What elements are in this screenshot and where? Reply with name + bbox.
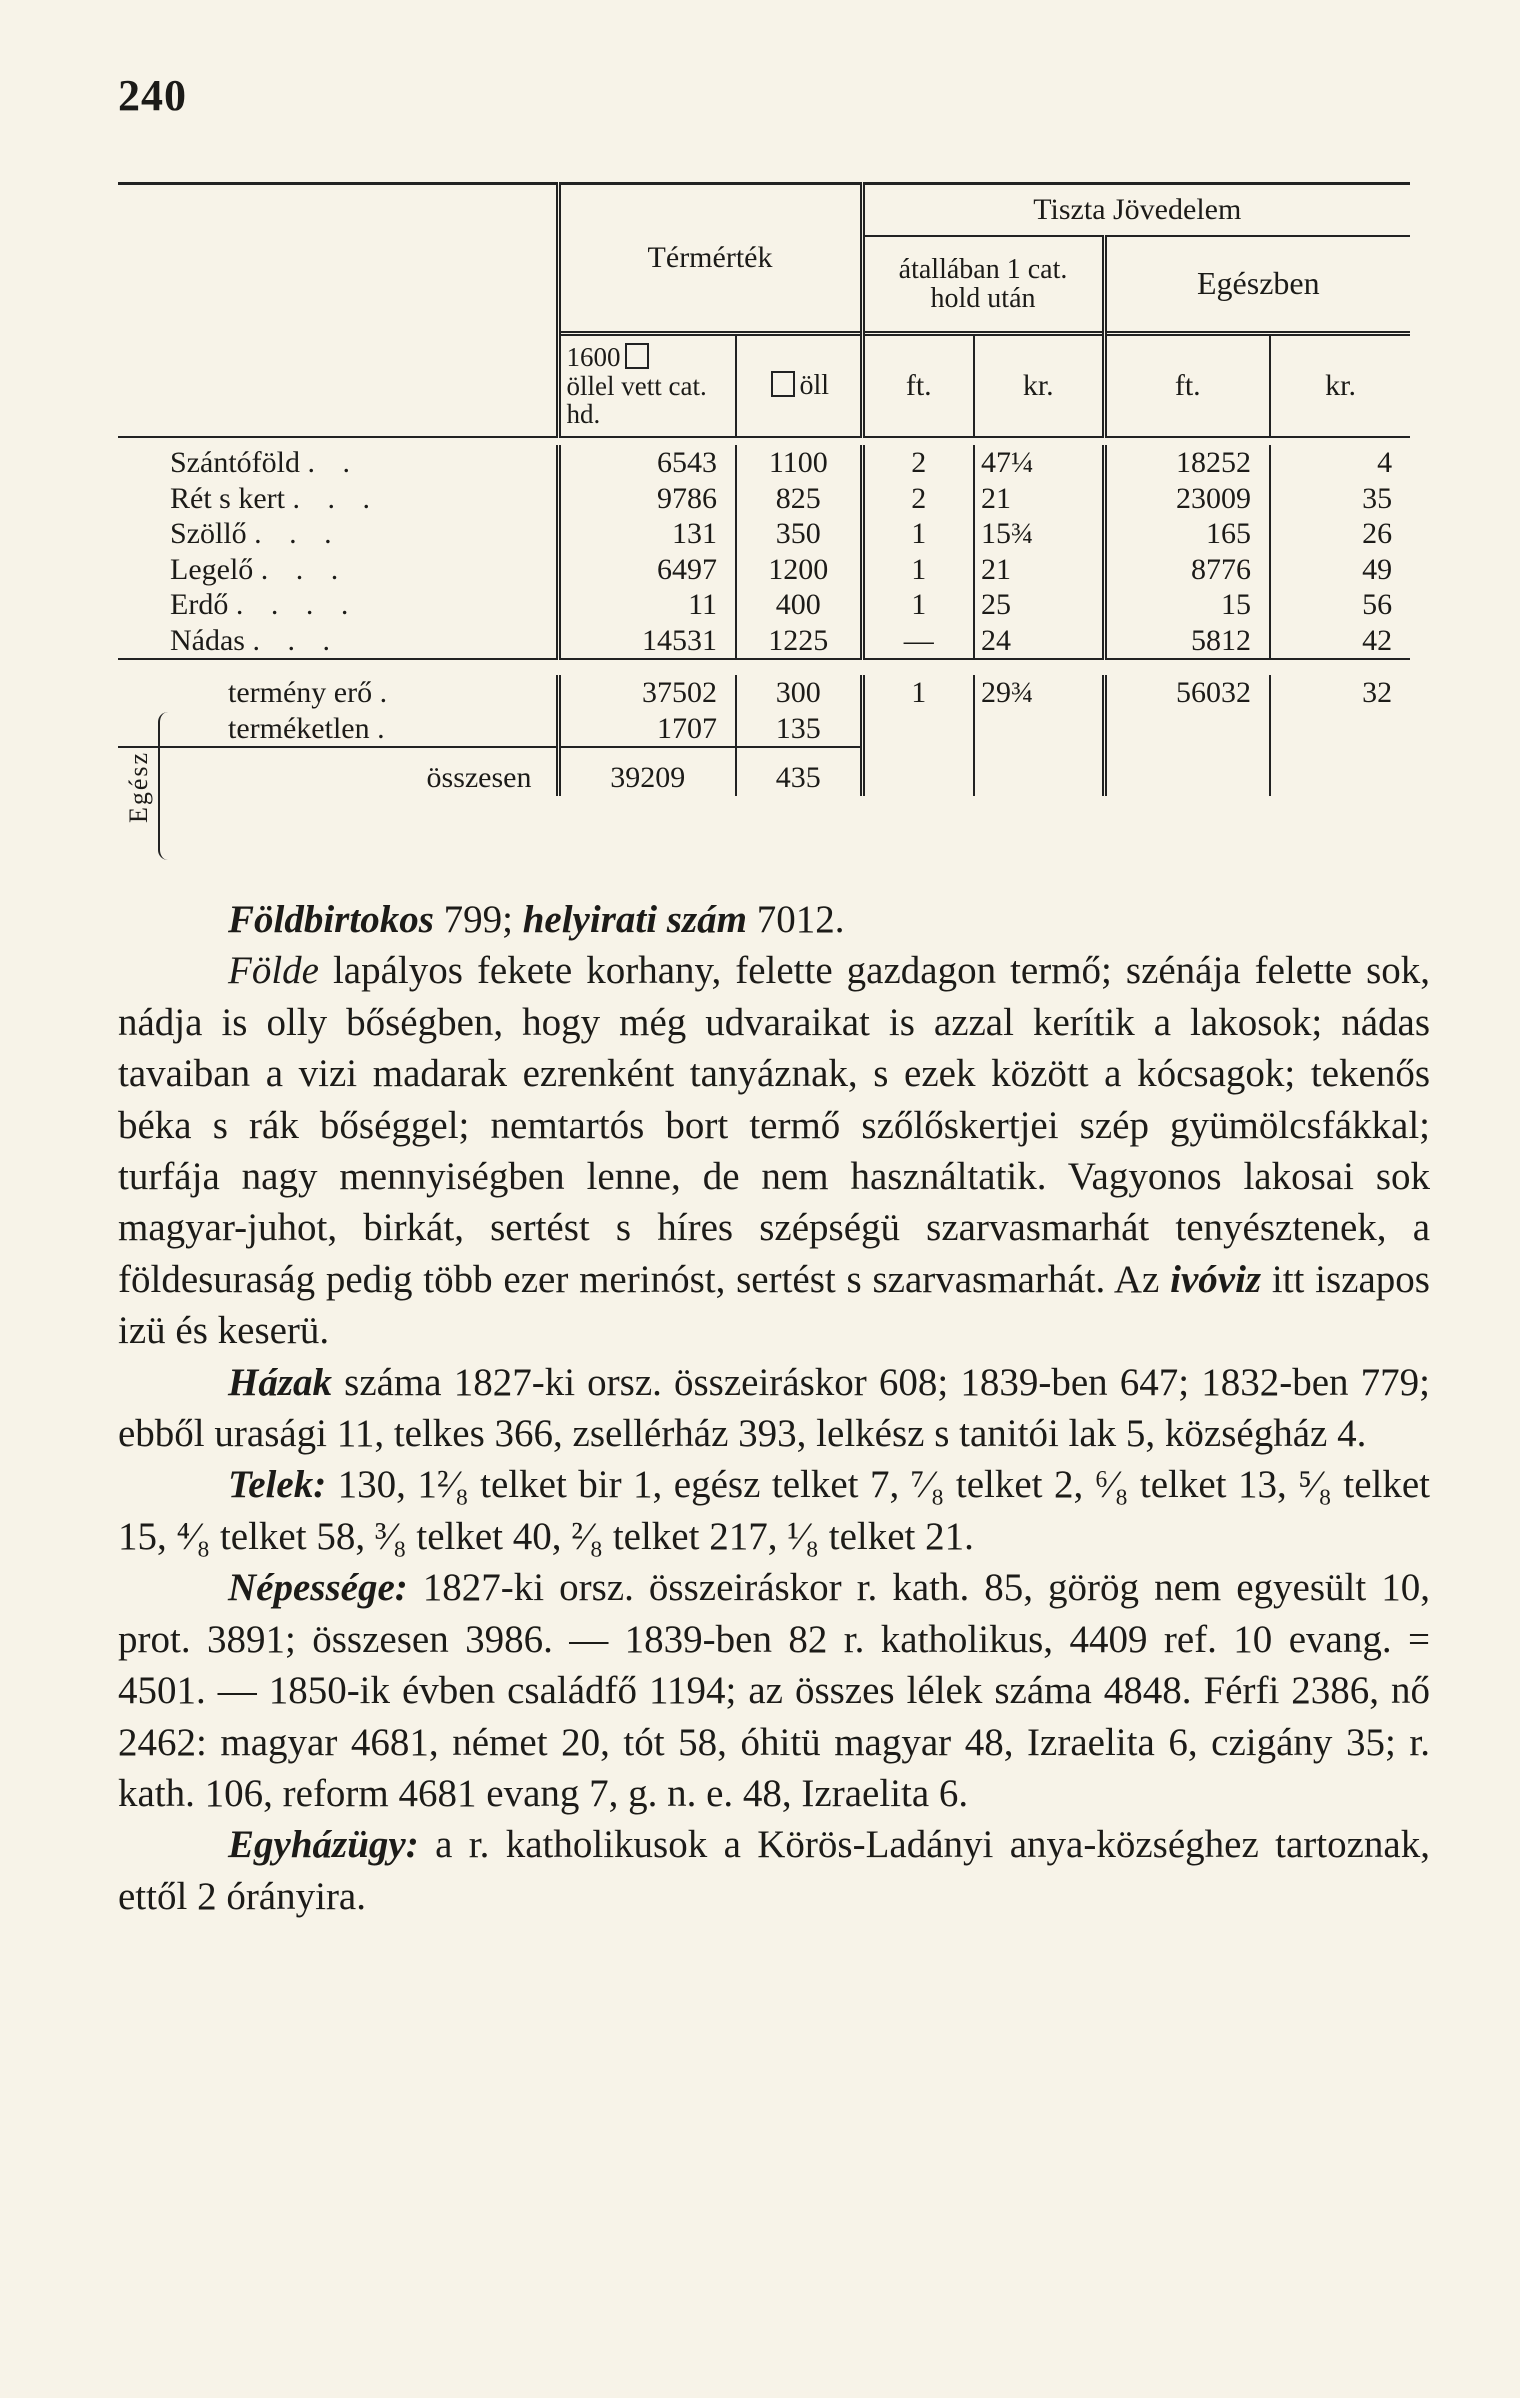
row-kr1: 29¾ (974, 675, 1104, 711)
header-atallaban: átallában 1 cat. hold után (862, 236, 1104, 334)
total-value: 435 (736, 747, 862, 796)
row-value: 1225 (736, 623, 862, 660)
header-blank (118, 184, 558, 334)
paragraph: Földe lapályos fekete korhany, felette gazdagon termő; szénája felette sok, nádja is olly bőségben, hogy még udvaraikat is azzal kerítik a lakosok; nádas tavaiban a vizi madarak ezrenként tanyáznak, s ezek között a kócsagok; tekenős béka s rák bőséggel; nemtartós bort termő szőlőskertjei szép gyümölcsfákkal; turfája nagy mennyiségben lenne, de nem használtatik. Vagyonos lakosai sok magyar-juhot, birkát, sertést s híres szépségü szarvasmarhát tenyésztenek, a földesuraság pedig több ezer merinóst, sertést s szarvasmarhát. Az ivóviz itt iszapos izü és keserü. (118, 949, 1430, 1353)
row-label: Nádas . . . (118, 623, 558, 660)
table-row (118, 481, 1410, 517)
row-ft2: 8776 (1104, 552, 1270, 588)
paragraph: Telek: 130, 1²⁄₈ telket bir 1, egész telket 7, ⁷⁄₈ telket 2, ⁶⁄₈ telket 13, ⁵⁄₈ telket 15, ⁴⁄₈ telket 58, ³⁄₈ telket 40, ²⁄₈ telket 217, ¹⁄₈ telket 21. (118, 1463, 1430, 1558)
row-area: 6497 (558, 552, 736, 588)
header-kr-1: kr. (974, 334, 1104, 438)
row-value: 1200 (736, 552, 862, 588)
table-row (118, 445, 1410, 481)
header-kr-2: kr. (1270, 334, 1410, 438)
header-ft-1: ft. (862, 334, 974, 438)
row-value: 825 (736, 481, 862, 517)
total-label: összesen (426, 761, 532, 794)
row-kr1 (974, 711, 1104, 748)
row-kr2: 4 (1270, 445, 1410, 481)
paragraph: Házak száma 1827-ki orsz. összeiráskor 608; 1839-ben 647; 1832-ben 779; ebből uraság​i 11, telkes 366, zsellérház 393, lelkész s tanitói lak 5, községház 4. (118, 1360, 1430, 1456)
row-label: Legelő . . . (170, 552, 349, 586)
row-area: 9786 (558, 481, 736, 517)
yield-table (118, 182, 1410, 796)
row-kr1: 47¼ (974, 445, 1104, 481)
square-icon (625, 343, 649, 369)
row-kr1: 21 (974, 481, 1104, 517)
row-kr1 (974, 747, 1104, 796)
row-ft2 (1104, 747, 1270, 796)
paragraph: Népessége: 1827-ki orsz. összeiráskor r. kath. 85, görög nem egyesült 10, prot. 3891; összesen 3986. — 1839-ben 82 r. katholikus, 4409 ref. 10 evang. = 4501. — 1850-ik évben családfő 1194; az összes lélek száma 4848. Férfi 2386, nő 2462: magyar 4681, német 20, tót 58, óhitü magyar 48, Izraelita 6, czigány 35; r. kath. 106, reform 4681 evang 7, g. n. e. 48, Izraelita 6. (118, 1566, 1430, 1815)
row-ft2: 18252 (1104, 445, 1270, 481)
row-kr1: 25 (974, 587, 1104, 623)
total-area: 39209 (558, 747, 736, 796)
brace (158, 712, 170, 860)
row-ft1: — (862, 623, 974, 660)
header-1600-value: 1600 (566, 342, 621, 373)
row-ft2: 165 (1104, 516, 1270, 552)
row-ft1 (862, 711, 974, 748)
row-ft1: 1 (862, 587, 974, 623)
row-label: Szántóföld . . (170, 446, 360, 479)
row-area: 37502 (558, 675, 736, 711)
row-area: 1707 (558, 711, 736, 748)
row-area: 6543 (558, 445, 736, 481)
side-label: Egész (124, 750, 153, 824)
row-area: 14531 (558, 623, 736, 660)
row-label: terméketlen . (118, 711, 558, 748)
row-kr1: 21 (974, 552, 1104, 588)
table-row (118, 437, 1410, 445)
row-ft2: 56032 (1104, 675, 1270, 711)
row-ft2: 23009 (1104, 481, 1270, 517)
row-label: Erdő . . . . (170, 588, 359, 621)
table-row (118, 711, 1410, 748)
header-1600-unit: öllel vett cat. hd. (566, 370, 707, 430)
row-ft1: 2 (862, 481, 974, 517)
row-ft2 (1104, 711, 1270, 748)
header-oll-label: öll (799, 370, 830, 402)
body-text (118, 894, 1430, 1922)
row-label: Rét s kert . . . (170, 481, 380, 515)
row-area: 11 (558, 587, 736, 623)
row-ft2: 5812 (1104, 623, 1270, 660)
row-kr2: 56 (1270, 587, 1410, 623)
row-value: 350 (736, 516, 862, 552)
row-ft1 (862, 747, 974, 796)
row-value: 135 (736, 711, 862, 748)
row-kr2: 26 (1270, 516, 1410, 552)
row-ft1: 1 (862, 552, 974, 588)
paragraph: Földbirtokos 799; helyirati szám 7012. (228, 898, 845, 941)
header-egeszben: Egészben (1104, 236, 1410, 334)
table-row (118, 552, 1410, 588)
header-1600-col (558, 334, 736, 438)
table-row-total (118, 747, 1410, 796)
row-kr1: 24 (974, 623, 1104, 660)
row-kr1: 15¾ (974, 516, 1104, 552)
row-kr2 (1270, 747, 1410, 796)
table-row (118, 659, 1410, 675)
row-value: 1100 (736, 445, 862, 481)
row-value: 400 (736, 587, 862, 623)
row-kr2: 42 (1270, 623, 1410, 660)
row-area: 131 (558, 516, 736, 552)
row-kr2: 49 (1270, 552, 1410, 588)
row-label: termény erő . (228, 676, 398, 709)
row-kr2 (1270, 711, 1410, 748)
page-number: 240 (118, 71, 187, 120)
header-termertek: Térmérték (558, 184, 862, 334)
row-label: Szöllő . . . (170, 517, 342, 550)
header-tiszta-jovedelem: Tiszta Jövedelem (862, 184, 1410, 237)
row-ft1: 1 (862, 516, 974, 552)
header-ft-2: ft. (1104, 334, 1270, 438)
row-ft1: 2 (862, 445, 974, 481)
row-ft1: 1 (862, 675, 974, 711)
paragraph: Egyházügy: a r. katholikusok a Körös-Ladányi anya-községhez tartoznak, ettől 2 órányira. (118, 1823, 1430, 1918)
table-row (118, 623, 1410, 660)
table-row (118, 587, 1410, 623)
square-icon (771, 371, 795, 397)
row-ft2: 15 (1104, 587, 1270, 623)
header-blank-2 (118, 334, 558, 438)
table-row (118, 675, 1410, 711)
table-row (118, 516, 1410, 552)
row-kr2: 35 (1270, 481, 1410, 517)
row-value: 300 (736, 675, 862, 711)
row-kr2: 32 (1270, 675, 1410, 711)
header-oll-col (736, 334, 862, 438)
